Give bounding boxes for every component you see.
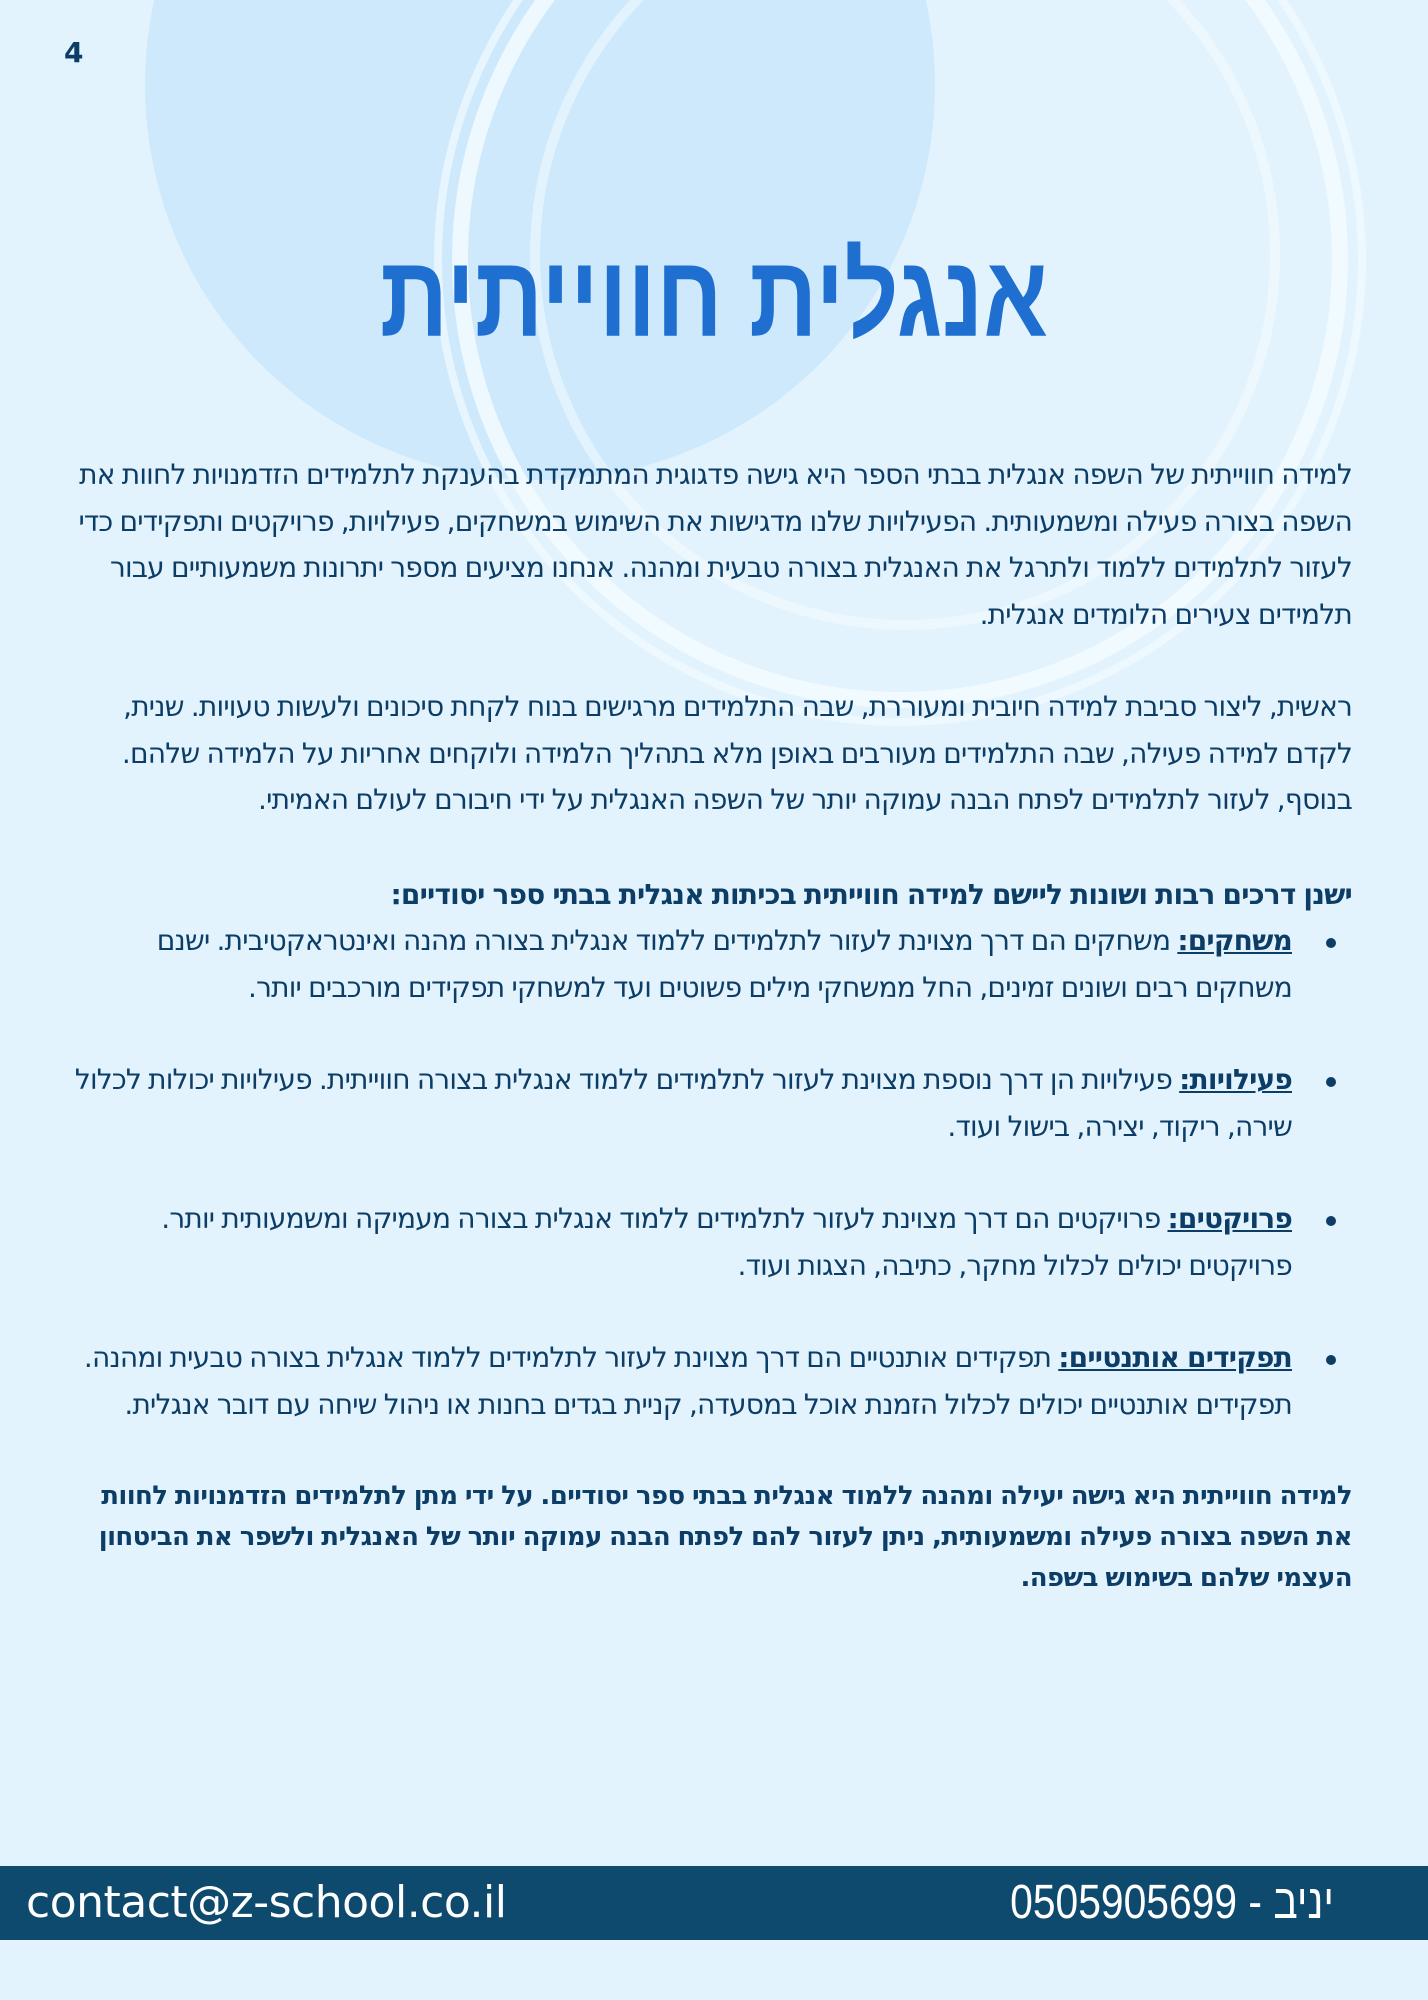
contact-email[interactable]: contact@z-school.co.il (26, 1877, 507, 1928)
list-item-games (74, 918, 1292, 1011)
bullet-term: פעילויות: (1179, 1063, 1292, 1096)
bullet-text: פעילויות הן דרך נוספת מצוינת לעזור לתלמידים ללמוד אנגלית בצורה חווייתית. פעילויות יכולות לכלול שירה, ריקוד, יצירה, בישול ועוד. (74, 1063, 1292, 1143)
page-number: 4 (64, 36, 84, 69)
list-item-activities (74, 1057, 1292, 1150)
main-content (74, 452, 1352, 1599)
bullet-term: תפקידים אותנטיים: (1058, 1341, 1292, 1374)
intro-paragraph: למידה חווייתית של השפה אנגלית בבתי הספר היא גישה פדגוגית המתמקדת בהענקת לתלמידים הזדמנויות לחוות את השפה בצורה פעילה ומשמעותית. הפעילויות שלנו מדגישות את השימוש במשחקים, פעילויות, פרויקטים ותפקידים כדי לעזור לתלמידים ללמוד ולתרגל את האנגלית בצורה טבעית ומהנה. אנחנו מציעים מספר יתרונות משמעותיים עבור תלמידים צעירים הלומדים אנגלית. (78, 458, 1352, 631)
list-intro: ישנן דרכים רבות ושונות ליישם למידה חווייתית בכיתות אנגלית בבתי ספר יסודיים: (390, 877, 1352, 911)
bullet-text: משחקים הם דרך מצוינת לעזור לתלמידים ללמוד אנגלית בצורה מהנה ואינטראקטיבית. ישנם משחקים רבים ושונים זמינים, החל ממשחקי מילים פשוטים ועד למשחקי תפקידים מורכבים יותר. (156, 924, 1292, 1004)
bullet-text: תפקידים אותנטיים הם דרך מצוינת לעזור לתלמידים ללמוד אנגלית בצורה טבעית ומהנה. תפקידים אותנטיים יכולים לכלול הזמנת אוכל במסעדה, קניית בגדים בחנות או ניהול שיחה עם דובר אנגלית. (83, 1341, 1292, 1421)
page-title: אנגלית חווייתית (379, 230, 1049, 361)
benefits-paragraph: ראשית, ליצור סביבת למידה חיובית ומעוררת, שבה התלמידים מרגישים בנוח לקחת סיכונים ולעשות טעויות. שנית, לקדם למידה פעילה, שבה התלמידים מעורבים באופן מלא בתהליך הלמידה ולוקחים אחריות על הלמידה שלהם. בנוסף, לעזור לתלמידים לפתח הבנה עמוקה יותר של השפה האנגלית על ידי חיבורם לעולם האמיתי. (121, 690, 1352, 816)
methods-list (74, 918, 1352, 1428)
bullet-term: משחקים: (1177, 924, 1292, 957)
conclusion-paragraph: למידה חווייתית היא גישה יעילה ומהנה ללמוד אנגלית בבתי ספר יסודיים. על ידי מתן לתלמידים הזדמנויות לחוות את השפה בצורה פעילה ומשמעותית, ניתן לעזור להם לפתח הבנה עמוקה יותר של האנגלית ולשפר את הביטחון העצמי שלהם בשימוש בשפה. (98, 1481, 1352, 1593)
footer-bar (0, 1866, 1428, 1940)
bullet-term: פרויקטים: (1167, 1202, 1292, 1235)
bullet-text: פרויקטים הם דרך מצוינת לעזור לתלמידים ללמוד אנגלית בצורה מעמיקה ומשמעותית יותר. פרויקטים יכולים לכלול מחקר, כתיבה, הצגות ועוד. (161, 1202, 1292, 1282)
contact-phone[interactable]: יניב - 0505905699 (1010, 1876, 1334, 1929)
list-item-authentic-roles (74, 1335, 1292, 1428)
list-item-projects (74, 1196, 1292, 1289)
